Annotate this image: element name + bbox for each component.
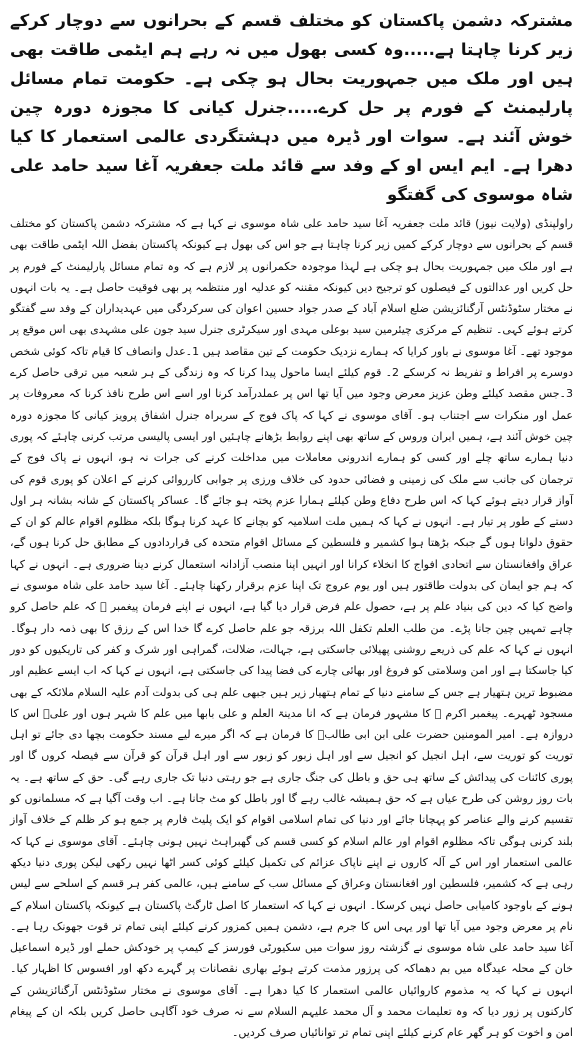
body-paragraph-segment: کرکے کمیں زیر کرنا چاہتا ہے جو اس کی بھول ہے کیونکہ پاکستان بفضل اللہ ایٹمی طاقت بھی ہے اور ملک میں جمہوریت بحال ہو چکی ہے لہذا موجودہ حکمرانوں پر لازم ہے کہ وہ تمام مسائل پارلیمنٹ کے فورم پر حل کریں اور عدالتوں کے فیصلوں کو ترجیح دیں کیونکہ مقننہ کو عدلیہ اور منتظمہ پر بھی فوقیت حاصل ہے۔ یہ بات انہوں نے مختار سٹوڈنٹس آرگنائزیشن ضلع اسلام آباد کے صدر جواد حسین اعوان کی سرکردگی میں عہدیداران کے وفد سے گفتگو کرتے ہوئے کہی۔ تنظیم کے مرکزی چیئرمین سید بوعلی مہدی اور سیکرٹری جنرل سید جون علی مشہدی بھی اس موقع پر موجود تھے۔ آغا موسوی نے باور کرایا کہ ہمارے نزدیک حکومت کے تین مقاصد ہیں 1۔عدل وانصاف کا قیام تاکہ کوئی شخص دوسرے پر افراط و تفریط نہ کرسکے 2۔ قوم کیلئے ایسا ماحول پیدا کرنا کہ وہ زندگی کے ہر شعبہ میں ترقی حاصل کرے 3۔جس مقصد کیلئے وطن عزیز معرض وجود میں آیا تھا اس پر عملدرآمد کرنا اور اسے اس طرح نافذ کرنا کہ معروفات پر عمل اور منکرات سے اجتناب ہو۔ آقای موسوی نے کہا کہ پاک فوج کے سربراہ جنرل اشفاق پرویز کیانی کا مجوزہ دورہ چین خوش آئند ہے، ہمیں ایران وروس کے ساتھ بھی اپنے روابط بڑھانے چاہئیں اور ایسی پالیسی مرتب کرنی چاہئے کہ پوری دنیا ہمارے ساتھ چلے اور کسی کو ہمارے اندرونی معاملات میں مداخلت کرنے کی جرات نہ ہو، انہوں نے پاک فوج کے ترجمان کی جانب سے ملک کی زمینی و فضائی حدود کی خلاف ورزی پر جوابی کارروائی کرنے کے اعلان کو پوری قوم کی آواز قرار دیتے ہوئے کہا کہ اس طرح دفاع وطن کیلئے ہمارا عزم پختہ ہو جائے گا۔ عساکر پاکستان کے شانہ بشانہ ہر اول دستے کے طور پر تیار ہے۔ انہوں نے کہا کہ ہمیں ملت اسلامیہ کو بچانے کا عہد کرنا ہوگا بلکہ مظلوم اقوام عالم کو ان کے حقوق دلوانا ہوں گے جبکہ بڑھتا ہوا کشمیر و فلسطین کے مسائل اقوام متحدہ کی قراردادوں کے مطابق حل کرنا ہوں گے، عراق وافغانستان سے اتحادی افواج کا انخلاء کرانا اور انہیں اپنا منصب آزادانہ استعمال کرنے دینا ضروری ہے۔ انہوں نے کہا کہ ہم جو ایمان کی بدولت طاقتور ہیں اور یوم عروج تک اپنا عزم برقرار رکھنا چاہئے۔ آغا سید حامد علی شاہ موسوی نے واضح کیا کہ دین کی بنیاد علم پر ہے، حصول علم فرض قرار دیا گیا ہے، انہوں نے اپنے فرمان پیغمبر ﷺ کہ علم حاصل کرو چاہے تمہیں چین جانا پڑے۔ من طلب العلم تکفل اللہ برزقہ جو علم حاصل کرے گا خدا اس کے رزق کا بھی ذمہ دار ہوگا۔ انہوں نے کہا کہ علم کی ذریعے روشنی پھیلائی جاسکتی ہے، جہالت، ضلالت، گمراہی اور شرک و کفر کی تاریکیوں کو دور کیا جاسکتا ہے اور امن وسلامتی کو فروغ اور بھائی چارے کی فضا پیدا کی جاسکتی ہے، انہوں نے کہا کہ اب ایسے عظیم اور مضبوط ترین ہتھیار ہے جس کے سامنے دنیا کے تمام ہتھیار زیر ہیں جبھی علم ہی کی بدولت آدم علیہ السلام ملائکہ کے بھی مسجود ٹھہرے۔ پیغمبر اکرم ﷺ کا مشہور فرمان ہے کہ انا مدینۃ العلم و علی بابھا میں علم کا شہر ہوں اور علیؑ اس کا دروازہ ہے۔ امیر المومنین حضرت علی ابن ابی طالبؑ کا فرمان ہے کہ اگر میرے لیے مسند حکومت بچھا دی جائے تو اہل توریت کو توریت سے، اہل انجیل کو انجیل سے اور اہل زبور کو زبور سے اور اہل قرآن کو قرآن سے فیصلہ کروں گا اور پوری کائنات کی پیدائش کے ساتھ ہی حق و باطل کی جنگ جاری ہے جو رہتی دنیا تک جاری رہے گی۔ حق کے ساتھ ہے۔ یہ بات روز روشن کی طرح عیاں ہے کہ حق ہمیشہ غالب رہے گا اور باطل کو مٹ جانا ہے۔ اب وقت آگیا ہے کہ مسلمانوں کو تقسیم کرنے والے عناصر کو پہچانا جائے اور دنیا کی تمام اسلامی اقوام کو ایک پلیٹ فارم پر جمع ہو کر ظلم کے خلاف آواز بلند کرنی ہوگی تاکہ مظلوم اقوام اور عالم اسلام کو کسی قسم کی گھبراہٹ نہیں ہونی چاہئے۔ آقای موسوی نے کہا کہ عالمی استعمار اور اس کے آلہ کاروں نے اپنے ناپاک عزائم کی تکمیل کیلئے کوئی کسر اٹھا نہیں رکھی لیکن پوری دنیا دیکھ رہی ہے کہ کشمیر، فلسطین اور افغانستان وعراق کے مسائل سب کے سامنے ہیں، عالمی کفر ہر قسم کے اسلحے سے لیس ہونے کے باوجود کامیابی حاصل نہیں کرسکا۔ انہوں نے کہا کہ استعمار کا اصل ٹارگٹ پاکستان ہے کیونکہ پاکستان اسلام کے نام پر معرض وجود میں آیا تھا اور یہی اس کا جرم ہے، دشمن ہمیں کمزور کرنے کیلئے اپنی تمام تر قوت جھونک رہا ہے۔ آغا سید حامد علی شاہ موسوی نے گزشتہ روز سوات میں سکیورٹی فورسز کے کیمپ پر خودکش حملے اور ڈیرہ اسماعیل خان کے محلہ عیدگاہ میں بم دھماکہ کی پرزور مذمت کرتے ہوئے بھاری نقصانات پر گہرے دکھ اور افسوس کا اظہار کیا۔ انہوں نے کہا کہ یہ مذموم کاروائیاں عالمی استعمار کا کیا دھرا ہے۔ آقای موسوی نے مختار سٹوڈنٹس آرگنائزیشن کے کارکنوں پر زور دیا کہ وہ تعلیمات محمد و آل محمد علیہم السلام سے نہ صرف خود آگاہی حاصل کریں بلکہ ان کے پیغام امن و اخوت کو ہر گھر عام کرنے کیلئے اپنی تمام تر توانائیاں صرف کردیں۔	[10, 238, 574, 1040]
article-dateline: راولپنڈی (ولایت نیوز) قائد ملت جعفریہ آغا سید حامد علی شاہ موسوی نے کہا ہے کہ مشترکہ دشمن پاکستان کو مختلف قسم کے بحرانوں سے دوچار	[10, 217, 573, 252]
article-headline: مشترکہ دشمن پاکستان کو مختلف قسم کے بحرانوں سے دوچار کرکے زیر کرنا چاہتا ہے.....وہ کسی بھول میں نہ رہے ہم ایٹمی طاقت بھی ہیں اور ملک میں جمہوریت بحال ہو چکی ہے۔ حکومت تمام مسائل پارلیمنٹ کے فورم پر حل کرے.....جنرل کیانی کا مجوزہ دورہ چین خوش آئند ہے۔ سوات اور ڈیرہ میں دہشتگردی عالمی استعمار کا کیا دھرا ہے۔ ایم ایس او کے وفد سے قائد ملت جعفریہ آغا سید حامد علی شاہ موسوی کی گفتگو	[10, 11, 573, 204]
article-body	[10, 213, 573, 1044]
